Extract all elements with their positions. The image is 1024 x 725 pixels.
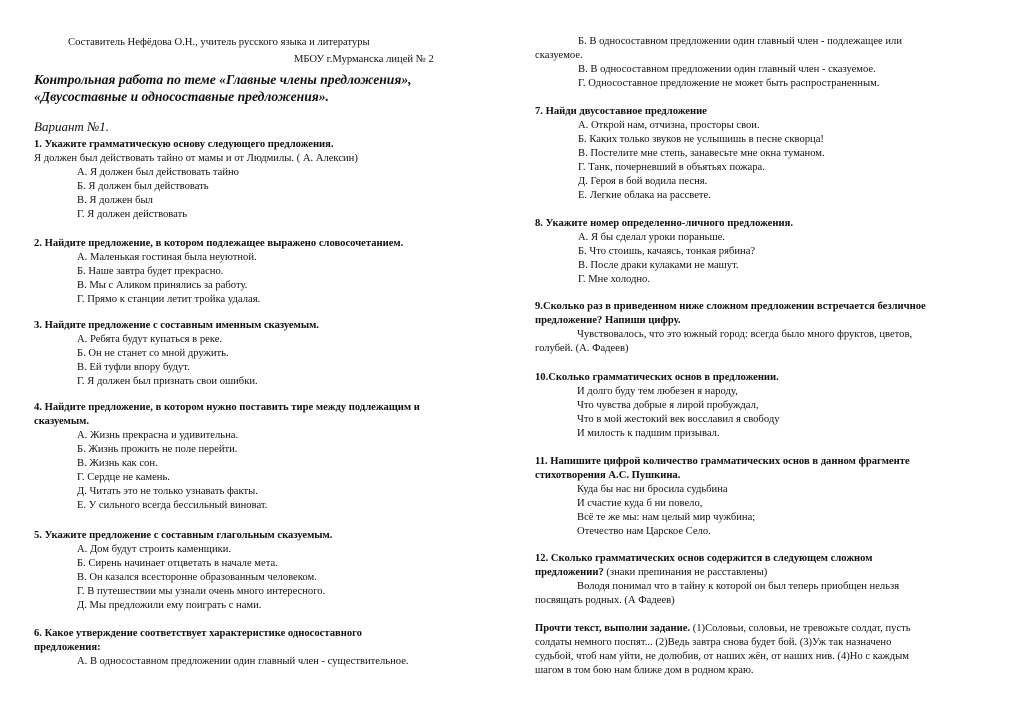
question-8-option: В. После драки кулаками не машут. bbox=[578, 260, 739, 271]
title-line-2: «Двусоставные и односоставные предложения». bbox=[34, 89, 329, 104]
question-7-option: Б. Каких только звуков не услышишь в песне скворца! bbox=[578, 134, 824, 145]
question-1-option: Б. Я должен был действовать bbox=[77, 181, 209, 192]
question-2-option: Б. Наше завтра будет прекрасно. bbox=[77, 266, 224, 277]
question-2-option: Г. Прямо к станции летит тройка удалая. bbox=[77, 294, 261, 305]
question-4-option: Е. У сильного всегда бессильный виноват. bbox=[77, 500, 268, 511]
reading-task-line bbox=[535, 622, 989, 636]
question-4-option: Д. Читать это не только узнавать факты. bbox=[77, 486, 258, 497]
question-7-option: Г. Танк, почерневший в объятьях пожара. bbox=[578, 162, 765, 173]
question-1-option: Г. Я должен действовать bbox=[77, 209, 188, 220]
question-5-title: 5. Укажите предложение с составным глагольным сказуемым. bbox=[34, 530, 333, 541]
question-9-title: предложение? Напиши цифру. bbox=[535, 315, 681, 326]
poem-line: И счастие куда б ни повело, bbox=[577, 498, 703, 509]
question-7-option: В. Постелите мне степь, занавесьте мне окна туманом. bbox=[578, 148, 825, 159]
question-9-text: Чувствовалось, что это южный город: всегда было много фруктов, цветов, bbox=[577, 329, 913, 340]
question-6-option: Г. Односоставное предложение не может быть распространенным. bbox=[578, 78, 880, 89]
question-6-option: А. В односоставном предложении один главный член - существительное. bbox=[77, 656, 409, 667]
question-1-text: Я должен был действовать тайно от мамы и от Людмилы. ( А. Алексин) bbox=[34, 153, 358, 164]
question-2-option: В. Мы с Аликом принялись за работу. bbox=[77, 280, 248, 291]
question-6-title: предложения: bbox=[34, 642, 101, 653]
question-5-option: А. Дом будут строить каменщики. bbox=[77, 544, 232, 555]
reading-task bbox=[535, 622, 989, 678]
question-8-option: Б. Что стоишь, качаясь, тонкая рябина? bbox=[578, 246, 756, 257]
question-8-option: Г. Мне холодно. bbox=[578, 274, 650, 285]
question-7-option: Д. Героя в бой водила песня. bbox=[578, 176, 708, 187]
question-7-title: 7. Найди двусоставное предложение bbox=[535, 106, 707, 117]
question-5-option: В. Он казался всесторонне образованным человеком. bbox=[77, 572, 317, 583]
question-9-title: 9.Сколько раз в приведенном ниже сложном предложении встречается безличное bbox=[535, 301, 926, 312]
question-5 bbox=[34, 529, 332, 613]
question-12-text: Володя понимал что в тайну к которой он был теперь приобщен нельзя bbox=[577, 581, 900, 592]
author-line: Составитель Нефёдова О.Н., учитель русского языка и литературы bbox=[68, 37, 370, 48]
title-line-1: Контрольная работа по теме «Главные члены предложения», bbox=[34, 72, 412, 87]
question-7 bbox=[535, 105, 825, 203]
question-7-option: Е. Легкие облака на рассвете. bbox=[578, 190, 711, 201]
question-3-option: А. Ребята будут купаться в реке. bbox=[77, 334, 223, 345]
question-11 bbox=[535, 455, 910, 539]
question-7-option: А. Открой нам, отчизна, просторы свои. bbox=[578, 120, 760, 131]
question-12-title-bold: предложении? bbox=[535, 567, 604, 578]
poem-line: Куда бы нас ни бросила судьбина bbox=[577, 484, 728, 495]
question-6 bbox=[34, 627, 409, 669]
question-4-option: Г. Сердце не камень. bbox=[77, 472, 170, 483]
question-4 bbox=[34, 401, 420, 513]
poem-line: Всё те же мы: нам целый мир чужбина; bbox=[577, 512, 756, 523]
reading-task-line: шагом в том бою нам ближе дом в родном краю. bbox=[535, 665, 754, 676]
question-11-title: стихотворения А.С. Пушкина. bbox=[535, 470, 681, 481]
question-8-title: 8. Укажите номер определенно-личного предложения. bbox=[535, 218, 793, 229]
question-3-title: 3. Найдите предложение с составным именным сказуемым. bbox=[34, 320, 319, 331]
question-5-option: Д. Мы предложили ему поиграть с нами. bbox=[77, 600, 262, 611]
question-4-option: А. Жизнь прекрасна и удивительна. bbox=[77, 430, 239, 441]
question-9 bbox=[535, 300, 989, 356]
reading-task-line: солдаты немного поспят... (2)Ведь завтра снова будет бой. (3)Уж так назначено bbox=[535, 637, 892, 648]
question-12-title: 12. Сколько грамматических основ содержится в следующем сложном bbox=[535, 553, 873, 564]
question-12-text: посвящать родных. (А Фадеев) bbox=[535, 595, 675, 606]
question-3 bbox=[34, 319, 319, 389]
question-12 bbox=[535, 552, 989, 608]
question-6-continued bbox=[535, 35, 989, 91]
question-3-option: Г. Я должен был признать свои ошибки. bbox=[77, 376, 258, 387]
question-3-option: Б. Он не станет со мной дружить. bbox=[77, 348, 229, 359]
question-11-title: 11. Напишите цифрой количество грамматических основ в данном фрагменте bbox=[535, 456, 910, 467]
reading-task-text: (1)Соловьи, соловьи, не тревожьте солдат, пусть bbox=[690, 623, 911, 634]
question-1-option: А. Я должен был действовать тайно bbox=[77, 167, 239, 178]
question-6-title: 6. Какое утверждение соответствует характеристике односоставного bbox=[34, 628, 362, 639]
school-line: МБОУ г.Мурманска лицей № 2 bbox=[294, 54, 434, 65]
question-8-option: А. Я бы сделал уроки пораньше. bbox=[578, 232, 725, 243]
poem-line: И долго буду тем любезен я народу, bbox=[577, 386, 738, 397]
poem-line: Что чувства добрые я лирой пробуждал, bbox=[577, 400, 759, 411]
question-3-option: В. Ей туфли впору будут. bbox=[77, 362, 190, 373]
question-12-title-line-2 bbox=[535, 566, 989, 580]
question-1-title: 1. Укажите грамматическую основу следующего предложения. bbox=[34, 139, 334, 150]
question-9-text: голубей. (А. Фадеев) bbox=[535, 343, 629, 354]
question-6-option: В. В односоставном предложении один главный член - сказуемое. bbox=[578, 64, 876, 75]
question-2-title: 2. Найдите предложение, в котором подлежащее выражено словосочетанием. bbox=[34, 238, 404, 249]
poem-line: Что в мой жестокий век восславил я свободу bbox=[577, 414, 780, 425]
poem-line: Отечество нам Царское Село. bbox=[577, 526, 711, 537]
question-4-option: В. Жизнь как сон. bbox=[77, 458, 158, 469]
question-2-option: А. Маленькая гостиная была неуютной. bbox=[77, 252, 257, 263]
reading-task-line: судьбой, чтоб нам уйти, не долюбив, от наших жён, от наших нив. (4)Но с каждым bbox=[535, 651, 909, 662]
poem-line: И милость к падшим призывал. bbox=[577, 428, 720, 439]
question-1 bbox=[34, 138, 358, 222]
question-8 bbox=[535, 217, 793, 287]
question-5-option: Б. Сирень начинает отцветать в начале мета. bbox=[77, 558, 278, 569]
question-12-note: (знаки препинания не расставлены) bbox=[603, 567, 768, 578]
question-10-title: 10.Сколько грамматических основ в предложении. bbox=[535, 372, 779, 383]
question-5-option: Г. В путешествии мы узнали очень много интересного. bbox=[77, 586, 326, 597]
question-6-option: Б. В односоставном предложении один главный член - подлежащее или bbox=[578, 36, 903, 47]
page-title bbox=[34, 71, 494, 105]
reading-task-lead: Прочти текст, выполни задание. bbox=[535, 623, 691, 634]
variant-label: Вариант №1. bbox=[34, 119, 110, 134]
question-4-option: Б. Жизнь прожить не поле перейти. bbox=[77, 444, 238, 455]
question-4-title: 4. Найдите предложение, в котором нужно поставить тире между подлежащим и bbox=[34, 402, 420, 413]
question-10 bbox=[535, 371, 780, 441]
question-1-option: В. Я должен был bbox=[77, 195, 153, 206]
question-2 bbox=[34, 237, 403, 307]
question-4-title: сказуемым. bbox=[34, 416, 90, 427]
question-6-option: сказуемое. bbox=[535, 50, 583, 61]
